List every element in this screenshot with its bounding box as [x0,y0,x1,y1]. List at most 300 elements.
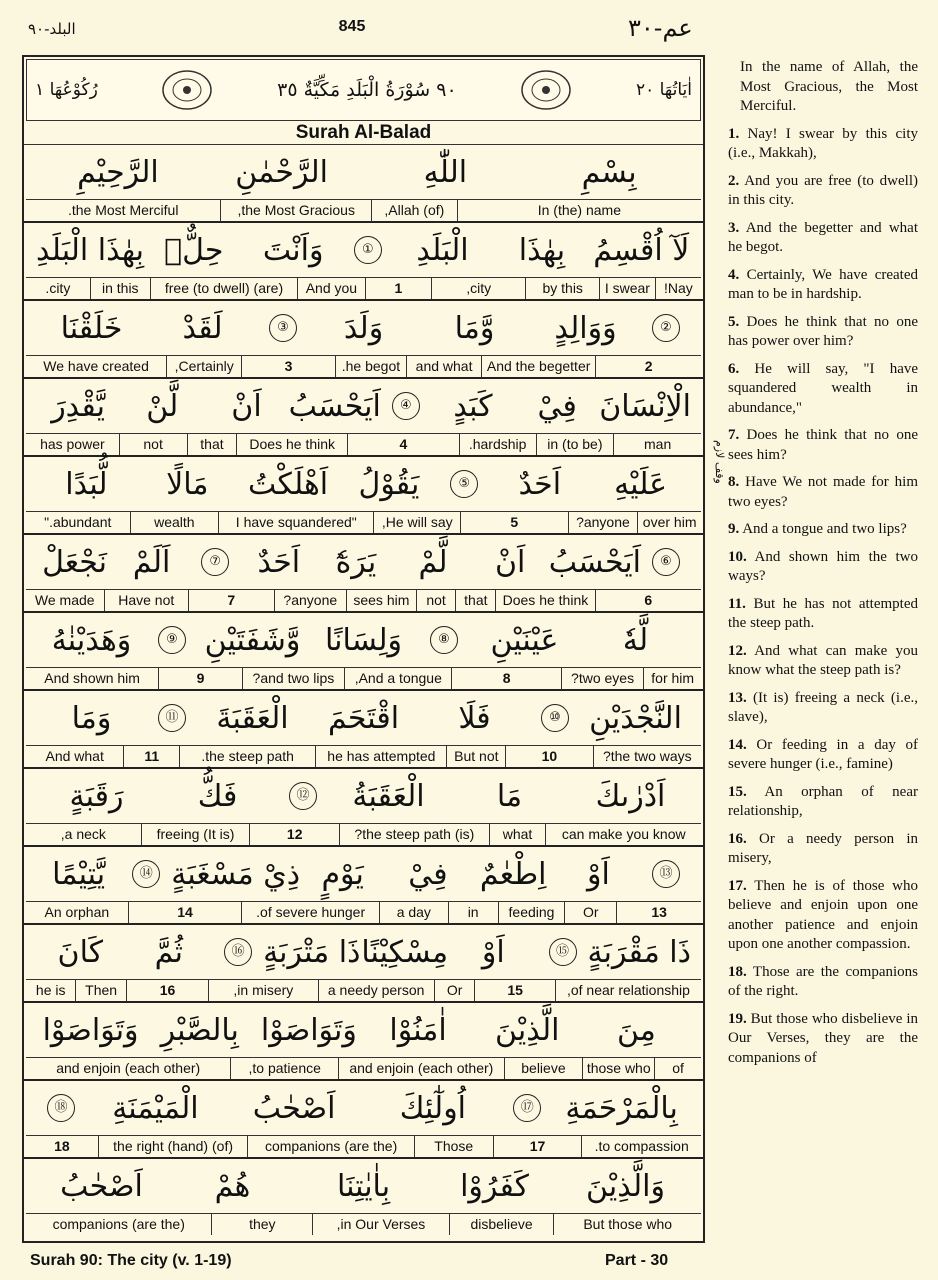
verse-marker [381,392,431,420]
translation-verse-number: 13. [728,689,747,706]
gloss-word: (are the) companions [52,1216,185,1232]
gloss-word: Does he think [495,590,594,611]
translation-verse [728,1010,918,1069]
arabic-word: يَرَهٗٓ [335,544,377,580]
translation-verse [728,642,918,681]
verse-marker-icon: ⑦ [201,548,229,576]
gloss-row [26,355,701,377]
translation-verse-text: Then he is of those who believe and enjoin upon one another patience and enjoin upon one another compassion. [728,877,918,952]
verse-marker-icon: ⑨ [158,626,186,654]
translation-verse-text: Does he think that no one sees him? [728,427,918,463]
arabic-word: وَوَالِدٍ [554,310,617,346]
verse-marker-icon: ⑱ [47,1094,75,1122]
arabic-word: الْعَقَبَةُ [352,778,425,814]
translation-verse-number: 16. [728,830,747,847]
translation-verse-number: 4. [728,266,740,283]
gloss-verse-number: 17 [493,1136,582,1157]
arabic-word: الْبَلَدِ [416,232,469,268]
gloss-word: He will say, [373,512,460,533]
gloss-row [26,1057,701,1079]
gloss-word: by this [525,278,599,299]
arabic-word: اَدْرٰىكَ [595,778,666,814]
translation-verse-number: 14. [728,736,747,753]
verse-marker [439,470,489,498]
arabic-word: عَيْنَيْنِ [490,622,559,658]
gloss-word: a neck, [60,826,106,842]
footer-part: Part - 30 [605,1252,669,1269]
header-surah-label: البلد-٩٠ [28,20,76,38]
arabic-line [24,145,703,199]
verse-marker [147,704,197,732]
verse-section [24,377,703,455]
banner-ruku-count: رُكُوْعُهَا ١ [35,80,98,100]
arabic-word: بِهٰذَا الْبَلَدِ [36,232,145,268]
gloss-word: for him [643,668,701,689]
gloss-word: abundant." [44,514,112,530]
verse-section [24,1157,703,1235]
gloss-word: that [455,590,495,611]
gloss-word: Nay! [655,278,701,299]
ornament-icon [519,67,573,113]
arabic-word: لَّهٗ [622,622,649,658]
translation-verse-text: Have We not made for him two eyes? [728,474,919,510]
arabic-word: ثُمَّ [154,934,183,970]
gloss-word: not [119,434,187,455]
arabic-word: اٰمَنُوْا [389,1012,447,1048]
arabic-word: عَلَيْهِ [614,466,668,502]
verse-section [24,923,703,1001]
translation-verse-number: 17. [728,877,747,894]
gloss-word: (are the) companions [247,1136,414,1157]
arabic-word: وَالَّذِيْنَ [586,1168,665,1204]
verse-marker-icon: ⑰ [513,1094,541,1122]
translation-verse-text: Or a needy person in misery, [728,830,918,866]
gloss-row [26,1135,701,1157]
gloss-verse-number: 12 [249,824,339,845]
gloss-verse-number: 4 [347,434,459,455]
arabic-word: لَقَدْ [182,310,223,346]
arabic-word: وَلِسَانًا [324,622,403,658]
arabic-word: بِهٰذَا [518,232,566,268]
gloss-verse-number: 9 [158,668,242,689]
gloss-word: Does he think [236,434,347,455]
gloss-word: the Most Merciful. [67,202,179,218]
verse-marker [641,860,691,888]
header-juz-label: عم-٣٠ [628,14,693,42]
gloss-verse-number: 16 [126,980,208,1001]
gloss-word: of severe hunger. [241,902,379,923]
arabic-word: كَانَ [57,934,103,970]
arabic-word: اَيَحْسَبُ [548,544,641,580]
translation-verse-number: 9. [728,521,740,537]
verse-marker-icon: ③ [269,314,297,342]
arabic-word: كَفَرُوْا [460,1168,529,1204]
gloss-word: in Our Verses, [312,1214,449,1235]
translation-column [728,58,918,1076]
arabic-word: يَوْمٍ [321,856,364,892]
gloss-verse-number: 8 [451,668,560,689]
gloss-row [26,667,701,689]
verse-marker-icon: ② [652,314,680,342]
gloss-word: can make you know [545,824,701,845]
arabic-word: ذِيْ مَسْغَبَةٍ [171,856,301,892]
translation-verse-text: And the begetter and what he begot. [728,219,918,255]
gloss-word: Those [414,1136,493,1157]
arabic-word: وَتَوَاصَوْا [42,1012,139,1048]
arabic-word: اَهْلَكْتُ [248,466,329,502]
gloss-row [26,511,701,533]
translation-verse-number: 12. [728,642,747,659]
verse-marker [641,314,691,342]
arabic-word: مَالًا [166,466,209,502]
translation-verse-number: 1. [728,125,740,142]
arabic-word: اَوْ [586,856,610,892]
gloss-row [26,199,701,221]
verse-marker [278,782,328,810]
verse-section [24,1079,703,1157]
translation-verse-text: He will say, "I have squandered wealth in abundance," [728,360,919,416]
gloss-word: (of) the right (hand) [98,1136,248,1157]
arabic-word: اَنْ [231,388,262,424]
footer-surah-info: Surah 90: The city (v. 1-19) [30,1252,232,1269]
arabic-word: فِيْ [408,856,448,892]
verse-marker-icon: ⑤ [450,470,478,498]
verse-marker-icon: ⑬ [652,860,680,888]
translation-verse-text: And shown him the two ways? [728,548,918,584]
surah-title: Surah Al-Balad [24,123,703,145]
gloss-word: wealth [130,512,219,533]
gloss-word: (to be) in [536,434,614,455]
gloss-word: they [211,1214,312,1235]
translation-verse-text: Nay! I swear by this city (i.e., Makkah), [728,125,918,161]
verse-marker-icon: ⑯ [224,938,252,966]
arabic-word: لَّنْ [146,388,179,424]
verse-sections [24,145,703,1235]
gloss-row [26,433,701,455]
translation-verse-text: Or feeding in a day of severe hunger (i.e., famine) [728,736,918,772]
gloss-verse-number: 5 [460,512,568,533]
arabic-word: اَوْ [481,934,505,970]
gloss-word: and two lips? [242,668,344,689]
gloss-word: Or [564,902,616,923]
arabic-word: مِنَ [616,1012,656,1048]
arabic-word: يَّقْدِرَ [51,388,105,424]
arabic-word: بِالْمَرْحَمَةِ [565,1090,678,1126]
gloss-word: And a tongue, [344,668,451,689]
arabic-word: وَتَوَاصَوْا [260,1012,357,1048]
arabic-word: ذَا مَقْرَبَةٍ [587,934,691,970]
arabic-word: الرَّحِيْمِ [77,154,159,190]
gloss-word: and enjoin (each other) [338,1058,504,1079]
verse-marker [641,548,691,576]
gloss-word: (of) Allah, [371,200,457,221]
gloss-word: the steep path. [179,746,315,767]
translation-verse [728,125,918,164]
translation-verse-number: 3. [728,219,740,236]
arabic-line [24,535,703,589]
translation-verse [728,172,918,211]
gloss-word: feeding [498,902,565,923]
gloss-word: anyone? [568,512,638,533]
gloss-word: (are) free (to dwell) [150,278,297,299]
gloss-row [26,1213,701,1235]
arabic-word: بِاٰيٰتِنَا [336,1168,391,1204]
waqf-note: وقف لازم [713,440,726,484]
arabic-word: بِسْمِ [581,154,637,190]
translation-verse-text: But those who disbelieve in Our Verses, they are the companions of [728,1010,918,1066]
arabic-word: وَّمَا [454,310,495,346]
verse-section [24,145,703,221]
verse-marker [213,938,263,966]
arabic-word: وَلَدَ [343,310,384,346]
gloss-word: the two ways? [593,746,701,767]
translation-verse-number: 5. [728,313,740,330]
arabic-line [24,613,703,667]
arabic-word: اَحَدٌ [257,544,301,580]
arabic-word: فَلَا [458,700,491,736]
gloss-word: hardship. [459,434,536,455]
arabic-word: اَيَحْسَبُ [288,388,381,424]
gloss-verse-number: 6 [595,590,701,611]
arabic-word: نَجْعَلْ [42,544,107,580]
gloss-word: those who [582,1058,654,1079]
arabic-word: وَهَدَيْنٰهُ [51,622,132,658]
arabic-word: اُولٰٓئِكَ [399,1090,467,1126]
page-number: 845 [338,18,366,35]
arabic-line [24,1003,703,1057]
translation-verse [728,736,918,775]
translation-verse-number: 8. [728,474,740,490]
gloss-word: But not [446,746,505,767]
gloss-word: Then [75,980,125,1001]
arabic-word: اقْتَحَمَ [327,700,400,736]
arabic-word: اَصْحٰبُ [60,1168,143,1204]
translation-verse-text: Certainly, We have created man to be in hardship. [728,266,919,302]
translation-verse-text: In the name of Allah, the Most Gracious, the Most Merciful. [740,59,918,114]
verse-section [24,455,703,533]
arabic-word: وَمَا [71,700,112,736]
translation-verse-number: 6. [728,360,740,377]
arabic-word: بِالصَّبْرِ [160,1012,239,1048]
gloss-word: in this [90,278,150,299]
translation-verse [728,963,918,1002]
gloss-word: believe [504,1058,583,1079]
gloss-word: I swear [599,278,655,299]
translation-verse [728,877,918,955]
translation-verse-text: An orphan of near relationship, [728,783,918,819]
gloss-word: he has attempted [315,746,446,767]
gloss-word: to patience, [230,1058,338,1079]
arabic-word: ذَا مَتْرَبَةٍ [263,934,361,970]
verse-section [24,533,703,611]
arabic-word: مَا [496,778,523,814]
verse-section [24,221,703,299]
gloss-word: he begot. [335,356,406,377]
translation-verse [728,830,918,869]
arabic-word: يَّتِيْمًا [52,856,106,892]
verse-section [24,767,703,845]
verse-marker-icon: ⑧ [430,626,458,654]
arabic-word: اَنْ [494,544,526,580]
gloss-word: Certainly, [166,356,241,377]
arabic-word: خَلَقْنَا [60,310,123,346]
arabic-word: يَقُوْلُ [358,466,420,502]
gloss-word: two eyes? [561,668,644,689]
translation-verse [728,219,918,258]
gloss-verse-number: 7 [188,590,273,611]
translation-verse-text: Does he think that no one has power over him? [728,313,918,349]
translation-verse-text: And what can make you know what the steep path is? [728,642,918,678]
arabic-word: اَصْحٰبُ [252,1090,336,1126]
arabic-word: لَآ اُقْسِمُ [593,232,690,268]
gloss-word: And what [45,748,104,764]
translation-verse-text: And you are free (to dwell) in this city. [728,172,918,208]
arabic-line [24,223,703,277]
gloss-word: And you [297,278,364,299]
gloss-word: that [187,434,237,455]
gloss-verse-number: 1 [365,278,432,299]
gloss-word: of near relationship, [555,980,701,1001]
arabic-word: النَّجْدَيْنِ [589,700,682,736]
gloss-word: Or [434,980,475,1001]
gloss-verse-number: 2 [595,356,701,377]
gloss-verse-number: 18 [54,1138,70,1154]
gloss-word: not [416,590,456,611]
gloss-word: We have created [43,358,149,374]
gloss-word: a day [379,902,448,923]
verse-marker [36,1094,86,1122]
gloss-row [26,277,701,299]
verse-section [24,1001,703,1079]
gloss-row [26,823,701,845]
translation-verse [728,473,918,512]
translation-verse [728,548,918,587]
gloss-word: in misery, [208,980,317,1001]
gloss-word: city. [45,280,71,296]
verse-marker [258,314,308,342]
translation-verse [728,689,918,728]
verse-marker [343,236,393,264]
arabic-line [24,847,703,901]
verse-marker-icon: ④ [392,392,420,420]
gloss-verse-number: 14 [128,902,242,923]
arabic-line [24,1159,703,1213]
gloss-verse-number: 15 [474,980,554,1001]
verse-section [24,299,703,377]
gloss-row [26,901,701,923]
gloss-word: city, [431,278,525,299]
arabic-line [24,925,703,979]
arabic-word: كَبَدٍ [453,388,493,424]
verse-marker [530,704,580,732]
verse-marker-icon: ① [354,236,382,264]
arabic-word: الْعَقَبَةَ [216,700,289,736]
banner-surah-name: ٩٠ سُوْرَةُ الْبَلَدِ مَكِّيَّةٌ ٣٥ [277,79,457,101]
gloss-word: and what [406,356,481,377]
gloss-verse-number: 11 [123,746,179,767]
verse-marker-icon: ⑫ [289,782,317,810]
arabic-line [24,769,703,823]
arabic-word: اَحَدٌ [518,466,562,502]
arabic-word: الَّذِيْنَ [495,1012,560,1048]
gloss-word: And shown him [44,670,140,686]
gloss-word: sees him [346,590,416,611]
verse-marker-icon: ⑪ [158,704,186,732]
translation-verse [728,520,918,540]
gloss-word: We made [34,592,95,608]
arabic-word: الْمَيْمَنَةِ [112,1090,199,1126]
gloss-row [26,979,701,1001]
arabic-word: هُمْ [214,1168,251,1204]
gloss-word: the steep path (is)? [339,824,489,845]
translation-verse [728,783,918,822]
translation-verse-number: 10. [728,548,747,565]
arabic-line [24,1081,703,1135]
translation-verse [728,313,918,352]
translation-verse [728,360,918,419]
translation-verse-number: 19. [728,1010,747,1027]
gloss-verse-number: 10 [505,746,592,767]
verse-marker [538,938,588,966]
arabic-word: وَاَنْتَ [262,232,324,268]
arabic-word: لُّبَدًا [65,466,108,502]
gloss-word: (It is) freeing [141,824,250,845]
arabic-word: اللّٰهِ [423,154,468,190]
gloss-verse-number: 13 [616,902,701,923]
arabic-word: وَّشَفَتَيْنِ [204,622,301,658]
translation-verse [728,595,918,634]
ornament-icon [160,67,214,113]
gloss-word: And the begetter [481,356,595,377]
arabic-word: اِطْعٰمٌ [479,856,547,892]
arabic-word: لَّمْ [418,544,448,580]
arabic-line [24,301,703,355]
translation-verse-text: Those are the companions of the right. [728,963,919,999]
translation-verse-number: 7. [728,427,740,443]
verse-marker [147,626,197,654]
gloss-word: to compassion. [581,1136,701,1157]
arabic-word: الرَّحْمٰنِ [235,154,328,190]
verse-marker [502,1094,552,1122]
gloss-word: Have not [104,590,189,611]
surah-banner [26,59,701,121]
verse-section [24,689,703,767]
gloss-word: anyone? [274,590,347,611]
verse-section [24,845,703,923]
gloss-word: he is [35,982,66,998]
translation-verse-number: 11. [728,595,746,612]
gloss-word: In (the) name [457,200,701,221]
gloss-row [26,745,701,767]
arabic-word: حِلٌّۢ [164,232,224,268]
translation-verse-number: 15. [728,783,747,800]
arabic-word: اَلَمْ [132,544,171,580]
gloss-word: in [448,902,498,923]
gloss-word: disbelieve [449,1214,554,1235]
arabic-word: فِيْ [537,388,577,424]
gloss-word: man [613,434,701,455]
gloss-row [26,589,701,611]
arabic-word: مِسْكِيْنًا [361,934,449,970]
translation-verse-text: (It is) freeing a neck (i.e., slave), [728,689,918,725]
arabic-word: رَقَبَةٍ [69,778,124,814]
translation-verse [728,58,918,117]
gloss-word: what [489,824,546,845]
gloss-word: "I have squandered [218,512,373,533]
verse-marker [419,626,469,654]
translation-verse [728,426,918,465]
arabic-line [24,691,703,745]
